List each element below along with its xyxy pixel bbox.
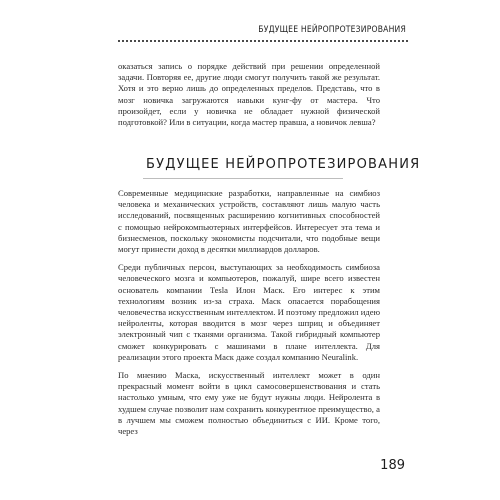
section-body — [118, 188, 380, 444]
paragraph: Среди публичных персон, выступающих за необходимость симбиоза человеческого мозга и компьютеров, пожалуй, шире всего известен основатель компании Tesla Илон Маск. Его интерес к этим технологиям возник из-за страха. Маск опасается порабощения человечества искусственным интеллектом. И поэтому предложил идею нейроленты, которая вводится в мозг через шприц и объединяет электронный чип с тканями организма. Такой гибридный компьютер сможет конкурировать с машинами в плане интеллекта. Для реализации этого проекта Маск даже создал компанию Neuralink. — [118, 262, 380, 362]
running-head: БУДУЩЕЕ НЕЙРОПРОТЕЗИРОВАНИЯ — [258, 25, 406, 35]
section-title: БУДУЩЕЕ НЕЙРОПРОТЕЗИРОВАНИЯ — [146, 157, 421, 172]
intro-paragraph: оказаться запись о порядке действий при решении определенной задачи. Повторяя ее, другие люди смогут получить такой же результат. Хотя и это верно лишь до определенных пределов. Представь, что в мозг новичка загружаются навыки кунг-фу от мастера. Что произойдет, если у новичка не обладает нужной физической подготовкой? Или в ситуации, когда мастер правша, а новичок левша? — [118, 61, 380, 128]
paragraph: Современные медицинские разработки, направленные на симбиоз человека и механических устройств, составляют лишь малую часть исследований, посвященных расширению когнитивных способностей с помощью нейрокомпьютерных интерфейсов. Интересует эта тема и бизнесменов, поскольку экономисты подсчитали, что подобные вещи могут принести доход в десятки миллиардов долларов. — [118, 188, 380, 255]
paragraph: По мнению Маска, искусственный интеллект может в один прекрасный момент войти в цикл самосовершенствования и стать настолько умным, что ему уже не будут нужны люди. Нейролента в худшем случае позволит нам сохранить конкурентное преимущество, а в лучшем мы сможем полностью объединиться с ИИ. Кроме того, через — [118, 370, 380, 437]
dotted-divider — [118, 40, 408, 42]
page-number: 189 — [380, 458, 405, 473]
intro-text-block — [118, 61, 380, 128]
section-title-underline — [143, 178, 343, 179]
